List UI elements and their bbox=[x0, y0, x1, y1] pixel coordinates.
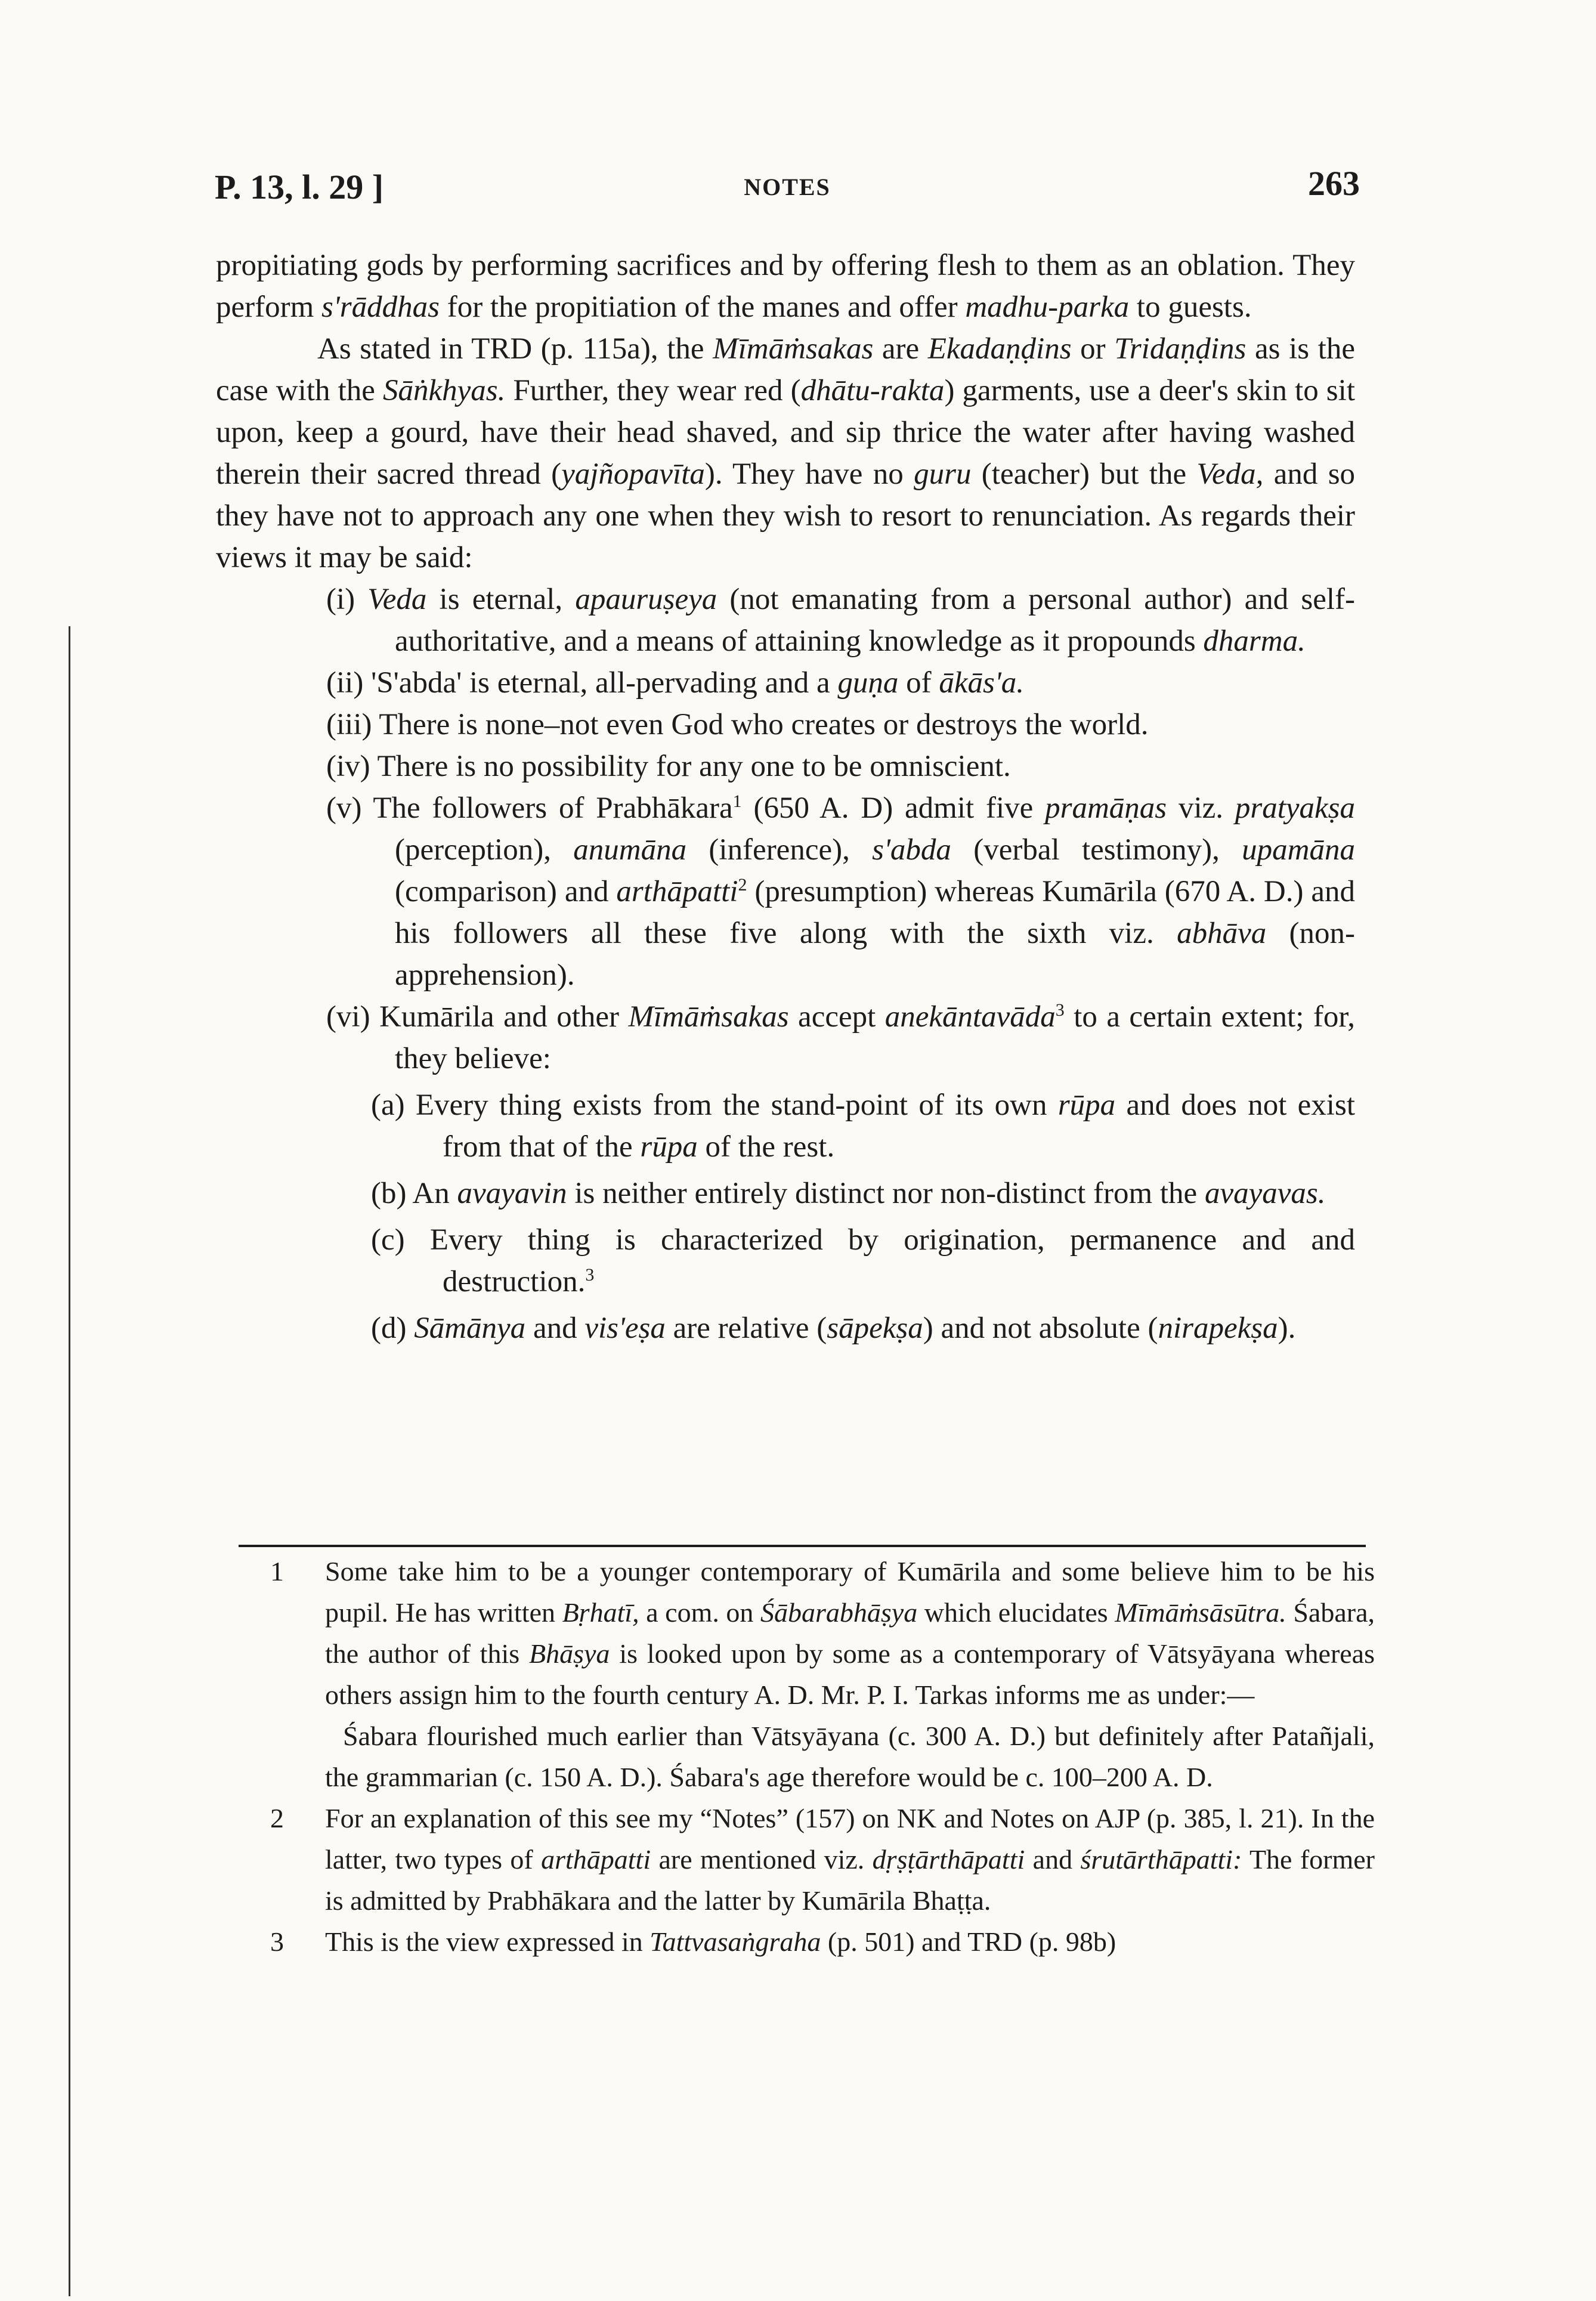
view-item: (vi) Kumārila and other Mīmāṁsakas accept anekāntavāda$^3$ to a certain extent; for, they believe: bbox=[326, 1000, 1356, 1075]
view-subitem: (c) Every thing is characterized by origination, permanence and and destruction.$^3$ bbox=[371, 1223, 1355, 1298]
view-item: (iv) There is no possibility for any one to be omniscient. bbox=[326, 750, 1011, 783]
header-title: NOTES bbox=[744, 174, 831, 200]
paragraph-1: propitiating gods by performing sacrifices and by offering flesh to them as an oblation. They perform s'rāddhas for the propitiation of the manes and offer madhu-parka to guests. bbox=[216, 249, 1355, 324]
item-number: (iii) bbox=[326, 708, 379, 741]
views-list bbox=[216, 579, 1355, 1080]
item-number: (iv) bbox=[326, 750, 378, 783]
item-number: (i) bbox=[326, 583, 368, 616]
footnote-continuation: Śabara flourished much earlier than Vātsyāyana (c. 300 A. D.) but definitely after Patañjali, the grammarian (c. 150 A. D.). Śabara's age therefore would be c. 100–200 A. D. bbox=[325, 1721, 1375, 1792]
section-reference: P. 13, l. 29 ] bbox=[215, 168, 384, 206]
footnote-rule bbox=[239, 1545, 1366, 1547]
page-number: 263 bbox=[1308, 164, 1360, 203]
item-number: (ii) bbox=[326, 666, 372, 700]
footnotes bbox=[270, 1551, 1375, 1962]
paragraph-2: As stated in TRD (p. 115a), the Mīmāṁsakas are Ekadaṇḍins or Tridaṇḍins as is the case with the Sāṅkhyas. Further, they wear red (dhātu-rakta) garments, use a deer's skin to sit upon, keep a gourd, have their head shaved, and sip thrice the water after having washed therein their sacred thread (yajñopavīta). They have no guru (teacher) but the Veda, and so they have not to approach any one when they wish to resort to renunciation. As regards their views it may be said: bbox=[216, 332, 1356, 574]
footnote: 1 Some take him to be a younger contemporary of Kumārila and some believe him to be his pupil. He has written Bṛhatī, a com. on Śābarabhāṣya which elucidates Mīmāṁsāsūtra. Śabara, the author of this Bhāṣya is looked upon by some as a contemporary of Vātsyāyana whereas others assign him to the fourth century A. D. Mr. P. I. Tarkas informs me as under:— bbox=[325, 1551, 1375, 1715]
view-subitem: (a) Every thing exists from the stand-point of its own rūpa and does not exist from that of the rūpa of the rest. bbox=[371, 1088, 1355, 1164]
view-item: (ii) 'S'abda' is eternal, all-pervading and a guṇa of ākās'a. bbox=[326, 666, 1025, 700]
view-subitem: (b) An avayavin is neither entirely distinct nor non-distinct from the avayavas. bbox=[371, 1177, 1326, 1210]
subitem-letter: (c) bbox=[371, 1223, 430, 1257]
view-subitem: (d) Sāmānya and vis'eṣa are relative (sāpekṣa) and not absolute (nirapekṣa). bbox=[371, 1312, 1296, 1345]
footnote: 3 This is the view expressed in Tattvasaṅgraha (p. 501) and TRD (p. 98b) bbox=[325, 1921, 1375, 1962]
subitem-letter: (a) bbox=[371, 1088, 416, 1122]
subitem-letter: (b) bbox=[371, 1177, 413, 1210]
footnote: 2 For an explanation of this see my “Notes” (157) on NK and Notes on AJP (p. 385, l. 21). In the latter, two types of arthāpatti are mentioned viz. dṛṣṭārthāpatti and śrutārthāpatti: The former is admitted by Prabhākara and the latter by Kumārila Bhaṭṭa. bbox=[325, 1798, 1375, 1921]
main-text bbox=[216, 245, 1355, 1349]
footnote-number: 1 bbox=[270, 1556, 284, 1586]
footnote-number: 3 bbox=[270, 1926, 284, 1957]
item-number: (v) bbox=[326, 791, 373, 825]
margin-scan-line bbox=[69, 626, 70, 2296]
subitem-letter: (d) bbox=[371, 1312, 415, 1345]
item-number: (vi) bbox=[326, 1000, 380, 1034]
view-item: (v) The followers of Prabhākara$^1$ (650 A. D) admit five pramāṇas viz. pratyakṣa (perception), anumāna (inference), s'abda (verbal testimony), upamāna (comparison) and arthāpatti$^2$ (presumption) whereas Kumārila (670 A. D.) and his followers all these five along with the sixth viz. abhāva (non-apprehension). bbox=[326, 791, 1356, 992]
view-item: (i) Veda is eternal, apauruṣeya (not emanating from a personal author) and self-authoritative, and a means of attaining knowledge as it propounds dharma. bbox=[326, 583, 1356, 658]
view-item: (iii) There is none–not even God who creates or destroys the world. bbox=[326, 708, 1149, 741]
views-sublist bbox=[216, 1084, 1355, 1349]
footnote-number: 2 bbox=[270, 1803, 284, 1833]
running-header bbox=[215, 161, 1360, 215]
